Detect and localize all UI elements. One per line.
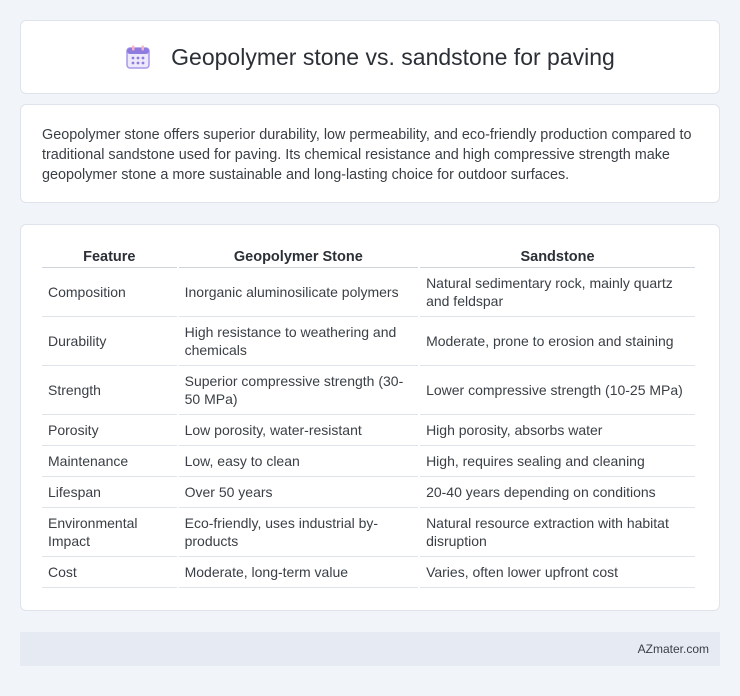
sandstone-cell: Natural resource extraction with habitat disruption xyxy=(420,508,695,557)
calendar-icon xyxy=(125,44,151,70)
sandstone-cell: High, requires sealing and cleaning xyxy=(420,446,695,477)
header-feature: Feature xyxy=(42,246,177,268)
geopolymer-cell: Over 50 years xyxy=(179,477,418,508)
header-sandstone: Sandstone xyxy=(420,246,695,268)
geopolymer-cell: Low, easy to clean xyxy=(179,446,418,477)
feature-cell: Cost xyxy=(42,557,177,588)
table-card xyxy=(20,224,720,611)
footer-brand: AZmater.com xyxy=(637,642,709,656)
table-row xyxy=(42,366,695,415)
feature-cell: Durability xyxy=(42,317,177,366)
geopolymer-cell: Inorganic aluminosilicate polymers xyxy=(179,268,418,317)
table-row xyxy=(42,446,695,477)
geopolymer-cell: Low porosity, water-resistant xyxy=(179,415,418,446)
feature-cell: Lifespan xyxy=(42,477,177,508)
feature-cell: Strength xyxy=(42,366,177,415)
intro-text: Geopolymer stone offers superior durability, low permeability, and eco-friendly production compared to traditional sandstone used for paving. Its chemical resistance and high compressive strength make geopolymer stone a more sustainable and long-lasting choice for outdoor surfaces. xyxy=(42,127,692,183)
geopolymer-cell: Eco-friendly, uses industrial by-products xyxy=(179,508,418,557)
feature-cell: Environmental Impact xyxy=(42,508,177,557)
sandstone-cell: Natural sedimentary rock, mainly quartz and feldspar xyxy=(420,268,695,317)
table-row xyxy=(42,268,695,317)
sandstone-cell: Moderate, prone to erosion and staining xyxy=(420,317,695,366)
sandstone-cell: Varies, often lower upfront cost xyxy=(420,557,695,588)
comparison-table xyxy=(40,246,697,588)
header-geopolymer-stone: Geopolymer Stone xyxy=(179,246,418,268)
geopolymer-cell: Superior compressive strength (30-50 MPa) xyxy=(179,366,418,415)
sandstone-cell: 20-40 years depending on conditions xyxy=(420,477,695,508)
table-row xyxy=(42,415,695,446)
page-title: Geopolymer stone vs. sandstone for paving xyxy=(171,43,615,70)
table-row xyxy=(42,557,695,588)
sandstone-cell: Lower compressive strength (10-25 MPa) xyxy=(420,366,695,415)
feature-cell: Composition xyxy=(42,268,177,317)
table-row xyxy=(42,317,695,366)
intro-card xyxy=(20,104,720,203)
geopolymer-cell: High resistance to weathering and chemicals xyxy=(179,317,418,366)
feature-cell: Porosity xyxy=(42,415,177,446)
footer xyxy=(20,632,720,666)
sandstone-cell: High porosity, absorbs water xyxy=(420,415,695,446)
table-row xyxy=(42,508,695,557)
title-card xyxy=(20,20,720,94)
geopolymer-cell: Moderate, long-term value xyxy=(179,557,418,588)
table-row xyxy=(42,477,695,508)
feature-cell: Maintenance xyxy=(42,446,177,477)
table-header-row xyxy=(42,246,695,268)
